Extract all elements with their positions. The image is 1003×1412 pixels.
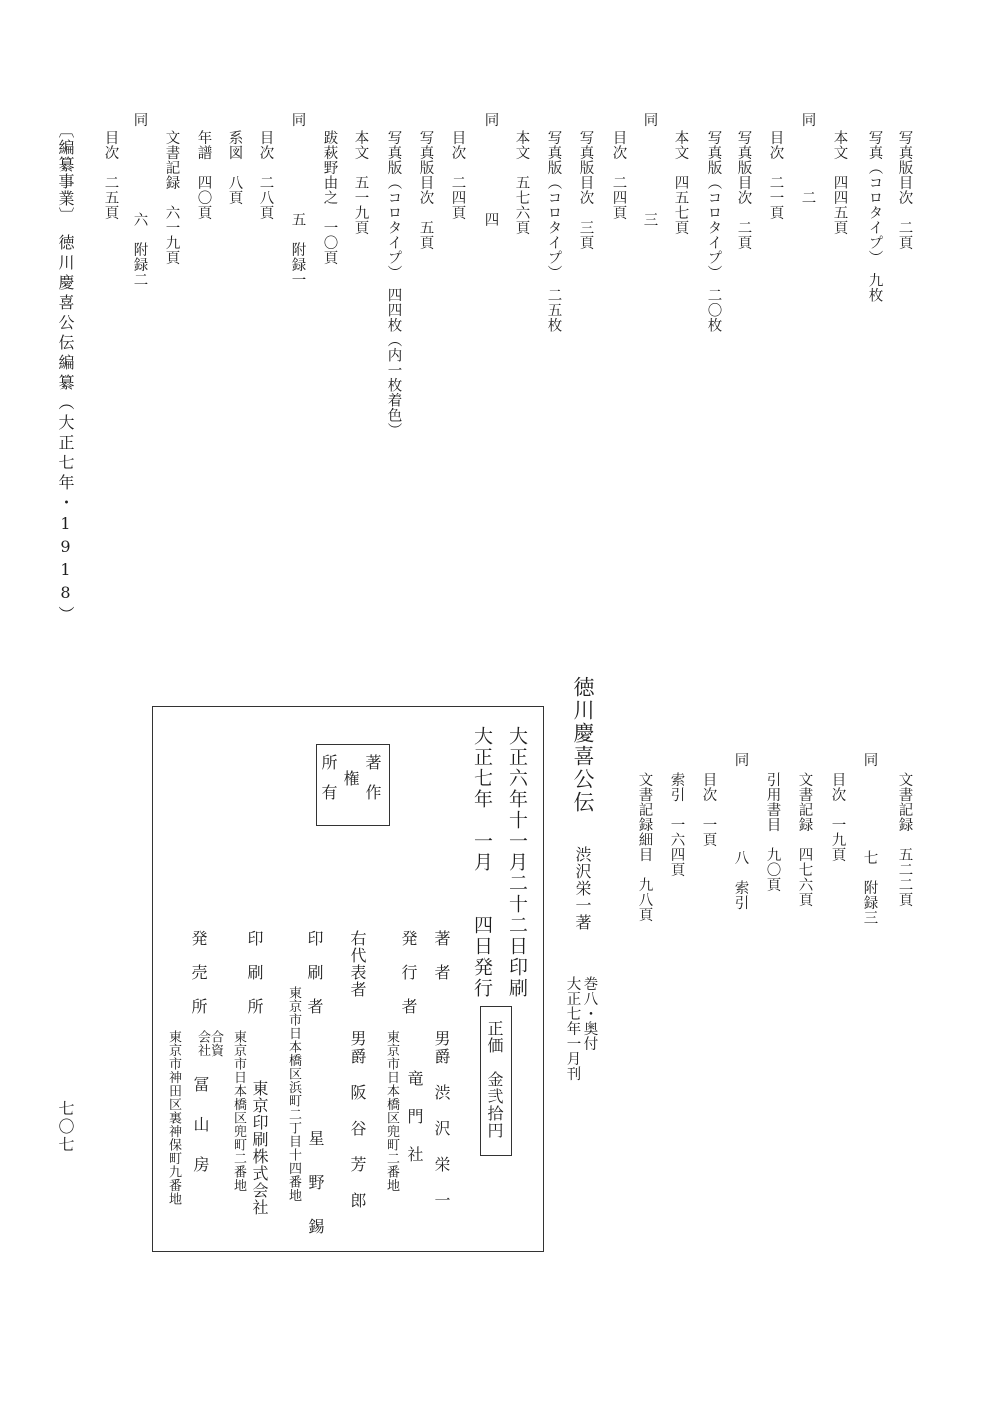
volume-number: 八 索引 <box>732 850 749 910</box>
volume-label: 同 <box>482 112 499 127</box>
volume-label: 同 <box>861 752 878 767</box>
volume-number: 二 <box>799 190 816 205</box>
publication-note: 大正七年一月刊 <box>564 976 581 1081</box>
section-category: 〔編纂事業〕 <box>56 122 75 224</box>
publisher-role: 発 行 者 <box>399 930 418 1015</box>
page-number: 七〇七 <box>56 1100 75 1154</box>
contents-line: 目次 一頁 <box>700 772 717 847</box>
contents-line: 写真版（コロタイプ） 二〇枚 <box>705 130 722 333</box>
copyright-line: 権 <box>341 770 360 787</box>
contents-line: 写真版目次 五頁 <box>417 130 434 250</box>
printshop-role: 印 刷 所 <box>245 930 264 1015</box>
author-role: 著 者 <box>432 930 451 981</box>
representative-name: 男爵 阪 谷 芳 郎 <box>348 1030 367 1210</box>
author-name: 男爵 渋 沢 栄 一 <box>432 1030 451 1210</box>
volume-label: 同 <box>641 112 658 127</box>
contents-line: 写真版目次 三頁 <box>577 130 594 250</box>
printer-name: 星 野 錫 <box>306 1130 325 1240</box>
contents-line: 本文 五七六頁 <box>513 130 530 235</box>
volume-number: 七 附録三 <box>861 850 878 925</box>
printer-address: 東京市日本橋区浜町二丁目十四番地 <box>286 986 301 1202</box>
printer-role: 印 刷 者 <box>305 930 324 1015</box>
contents-line: 引用書目 九〇頁 <box>764 772 781 892</box>
contents-line: 本文 五一九頁 <box>352 130 369 235</box>
volume-number: 六 附録二 <box>131 212 148 287</box>
contents-line: 目次 二五頁 <box>102 130 119 220</box>
contents-line: 写真（コロタイプ） 九枚 <box>866 130 883 303</box>
contents-line: 目次 一九頁 <box>829 772 846 862</box>
book-author: 渋沢栄一著 <box>573 846 592 931</box>
seller-address: 東京市神田区裏神保町九番地 <box>166 1030 181 1206</box>
copyright-line: 所有 <box>319 754 338 814</box>
contents-line: 写真版目次 二頁 <box>735 130 752 250</box>
seller-name: 冨 山 房 <box>191 1076 210 1176</box>
publisher-address: 東京市日本橋区兜町二番地 <box>384 1030 399 1192</box>
seller-role: 発 売 所 <box>189 930 208 1015</box>
contents-line: 文書記録 四七六頁 <box>796 772 813 907</box>
price: 正価 金弐拾円 <box>485 1020 504 1139</box>
issue-date: 大正七年 一月 四日発行 <box>471 726 493 999</box>
contents-line: 写真版（コロタイプ） 四四枚（内一枚着色） <box>385 130 402 438</box>
contents-line: 文書記録細目 九八頁 <box>636 772 653 922</box>
contents-line: 本文 四五七頁 <box>672 130 689 235</box>
seller-company-type: 合資会社 <box>195 1030 223 1057</box>
contents-line: 文書記録 六一九頁 <box>163 130 180 265</box>
book-title: 徳川慶喜公伝 <box>571 676 595 814</box>
contents-line: 目次 二一頁 <box>767 130 784 220</box>
contents-line: 索引 一六四頁 <box>668 772 685 877</box>
copyright-line: 著作 <box>363 754 382 814</box>
printshop-address: 東京市日本橋区兜町二番地 <box>231 1030 246 1192</box>
print-date: 大正六年十一月二十二日印刷 <box>506 726 528 999</box>
contents-line: 写真版（コロタイプ） 二五枚 <box>545 130 562 333</box>
contents-line: 文書記録 五二二頁 <box>896 772 913 907</box>
contents-line: 目次 二四頁 <box>610 130 627 220</box>
contents-line: 写真版目次 二頁 <box>896 130 913 250</box>
volume-number: 五 附録一 <box>289 212 306 287</box>
volume-label: 同 <box>732 752 749 767</box>
contents-line: 系図 八頁 <box>226 130 243 205</box>
printshop-name: 東京印刷株式会社 <box>250 1080 269 1216</box>
contents-line: 目次 二八頁 <box>257 130 274 220</box>
volume-label: 同 <box>289 112 306 127</box>
contents-line: 跋萩野由之 一〇頁 <box>321 130 338 265</box>
volume-label: 同 <box>131 112 148 127</box>
volume-number: 四 <box>482 212 499 227</box>
volume-number: 三 <box>641 212 658 227</box>
volume-note: 巻八・奥付 <box>581 976 598 1051</box>
contents-line: 年譜 四〇頁 <box>195 130 212 220</box>
volume-label: 同 <box>799 112 816 127</box>
contents-line: 本文 四四五頁 <box>831 130 848 235</box>
section-title: 徳川慶喜公伝編纂（大正七年・1918） <box>56 234 75 626</box>
publisher-name: 竜 門 社 <box>405 1070 424 1165</box>
representative-role: 右代表者 <box>348 930 367 998</box>
contents-line: 目次 二四頁 <box>449 130 466 220</box>
